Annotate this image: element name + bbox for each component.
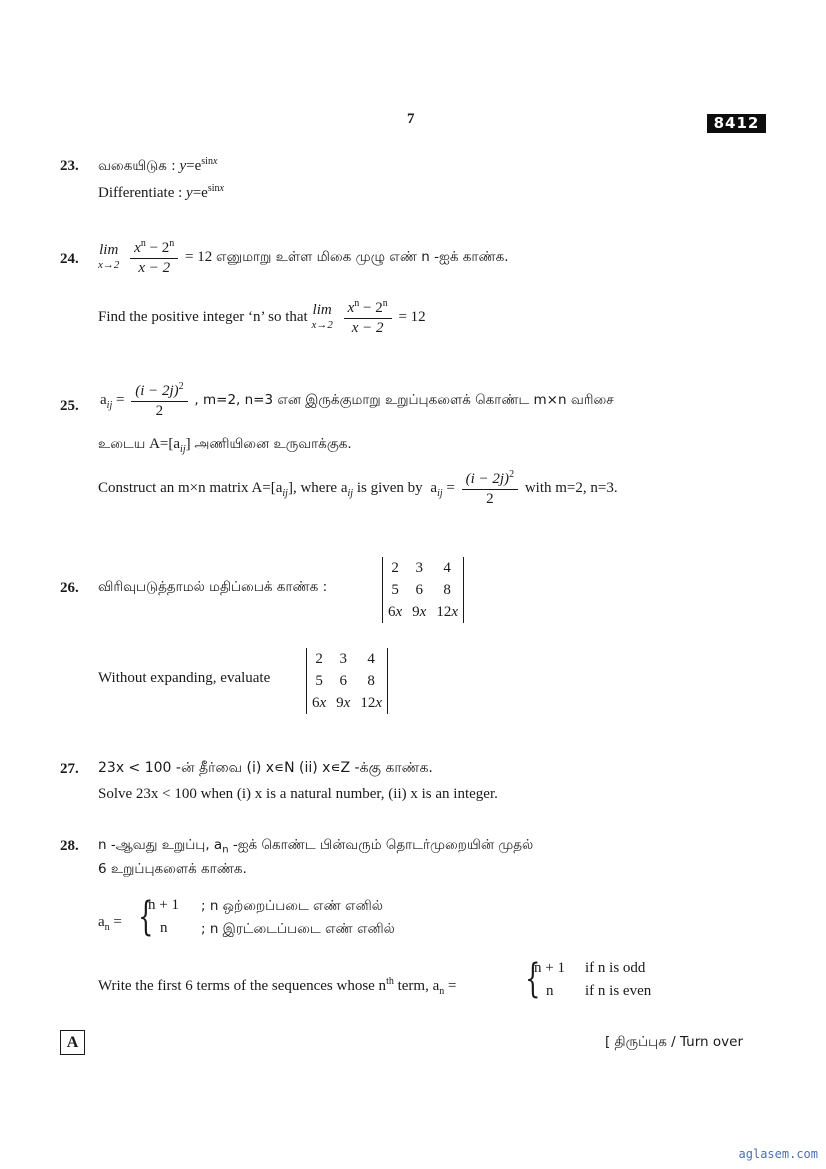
q28-case1-value: n + 1 <box>148 897 179 913</box>
q28-case2-value: n <box>160 920 168 936</box>
matrix-cell: 9x <box>412 603 427 620</box>
q26-determinant-tamil <box>382 557 464 623</box>
matrix-cell: 2 <box>391 559 399 576</box>
q28-case1-tamil: ; n ஒற்றைப்படை எண் எனில் <box>201 898 383 914</box>
q23-expr-e: e <box>194 158 202 174</box>
matrix-cell: 6 <box>415 581 423 598</box>
q25-tamil-line1: $a_{ij}$ = $\frac{(i - 2j)^2}{2}$ , m=2, n=3 என இருக்குமாறு உறுப்புகளைக் கொண்ட m×n வரிசை <box>100 381 614 419</box>
matrix-cell: 6 <box>339 672 347 689</box>
q23-expr-e-en: e <box>201 185 208 201</box>
q24-rhs: = 12 <box>185 248 213 265</box>
q28-tamil-line1: n -ஆவது உறுப்பு, $a_n$ -ஐக் கொண்ட பின்வரும் தொடர்முறையின் முதல் <box>98 837 534 856</box>
q27-english-text: Solve 23x < 100 when (i) x is a natural number, (ii) x is an integer. <box>98 786 498 802</box>
turn-over-text: [ திருப்புக / Turn over <box>605 1034 744 1050</box>
watermark: aglasem.com <box>738 1147 818 1161</box>
q23-english <box>98 183 224 202</box>
booklet-type-box: A <box>60 1030 85 1055</box>
question-number-25: 25. <box>60 398 79 414</box>
q28-tamil-line2: 6 உறுப்புகளைக் காண்க. <box>98 861 247 877</box>
q25-fraction: $\frac{(i - 2j)^2}{2}$ <box>131 381 187 420</box>
q24-limit: lim x→2 <box>98 241 120 271</box>
q28-case1-english: if n is odd <box>585 960 646 976</box>
q28-an-label: $a_n$ = <box>98 914 122 933</box>
q28-case2-english: if n is even <box>585 983 652 999</box>
q25-tamil-line2: உடைய $A=[a_{ij}]$ அணியினை உருவாக்குக. <box>98 436 352 455</box>
q23-expr-exp-x: x <box>212 156 218 167</box>
matrix-cell: 3 <box>339 650 347 667</box>
left-brace: { <box>138 894 154 940</box>
question-number-24: 24. <box>60 251 79 267</box>
q23-expr-eq: = <box>186 158 195 174</box>
q24-tamil-text: எனுமாறு உள்ள மிகை முழு எண் n -ஐக் காண்க. <box>216 248 509 265</box>
q25-tamil-text1: , m=2, n=3 என இருக்குமாறு உறுப்புகளைக் கொண்ட m×n வரிசை <box>194 391 614 408</box>
q25-english-line: Construct an m×n matrix $A=[a_{ij}]$, where $a_{ij}$ is given by $a_{ij}$ = $\frac{(i - 2j)^2}{2}$ with m=2, n=3. <box>98 469 618 507</box>
q23-expr-exp-en: sin <box>207 183 220 194</box>
q23-expr-exp-x-en: x <box>219 183 224 194</box>
left-brace-en: { <box>525 956 541 1002</box>
question-number-27: 27. <box>60 761 79 777</box>
q25-a: a <box>100 391 107 408</box>
q26-english-text: Without expanding, evaluate <box>98 670 271 686</box>
matrix-cell: 5 <box>315 672 323 689</box>
q23-english-text: Differentiate : <box>98 185 183 201</box>
matrix-cell: 5 <box>391 581 399 598</box>
q25-fraction-en: $\frac{(i - 2j)^2}{2}$ <box>462 469 518 508</box>
q24-english-line <box>98 298 426 337</box>
q24-fraction: $\frac{x^n - 2^n}{x - 2}$ <box>130 238 178 277</box>
q23-expr-y: y <box>179 158 187 174</box>
matrix-cell: 8 <box>443 581 451 598</box>
question-number-23: 23. <box>60 158 79 174</box>
matrix-cell: 9x <box>336 694 351 711</box>
q23-expr-eq-en: = <box>192 185 202 201</box>
matrix-cell: 4 <box>367 650 375 667</box>
q26-tamil-text: விரிவுபடுத்தாமல் மதிப்பைக் காண்க : <box>98 579 328 595</box>
page-number: 7 <box>407 111 415 127</box>
question-number-26: 26. <box>60 580 79 596</box>
matrix-cell: 2 <box>315 650 323 667</box>
q24-tamil-line <box>98 238 509 277</box>
q24-rhs-en: = 12 <box>398 308 426 325</box>
q28-case1-value-en: n + 1 <box>534 960 565 976</box>
matrix-cell: 6x <box>388 603 403 620</box>
q28-case2-tamil: ; n இரட்டைப்படை எண் எனில் <box>201 921 395 937</box>
q23-expr-exp: sin <box>201 156 213 167</box>
matrix-cell: 3 <box>415 559 423 576</box>
q28-english-line: Write the first 6 terms of the sequences whose $n^{th}$ term, $a_n$ = <box>98 976 457 997</box>
question-number-28: 28. <box>60 838 79 854</box>
matrix-cell: 4 <box>443 559 451 576</box>
matrix-cell: 8 <box>367 672 375 689</box>
matrix-cell: 12x <box>360 694 383 711</box>
q23-tamil <box>98 156 217 176</box>
q27-tamil-text: 23x < 100 -ன் தீர்வை (i) x∊N (ii) x∊Z -க்கு காண்க. <box>98 760 433 776</box>
paper-code-badge: 8412 <box>707 114 766 133</box>
q24-fraction-en: $\frac{x^n - 2^n}{x - 2}$ <box>344 298 392 337</box>
q28-case2-value-en: n <box>546 983 554 999</box>
q23-expr-y-en: y <box>186 185 193 201</box>
q23-tamil-text: வகையிடுக : <box>98 158 176 174</box>
q24-limit-en: lim x→2 <box>311 301 333 331</box>
q24-english-text: Find the positive integer ‘n’ so that <box>98 308 308 325</box>
matrix-cell: 6x <box>312 694 327 711</box>
q26-determinant-english <box>306 648 388 714</box>
matrix-cell: 12x <box>436 603 459 620</box>
